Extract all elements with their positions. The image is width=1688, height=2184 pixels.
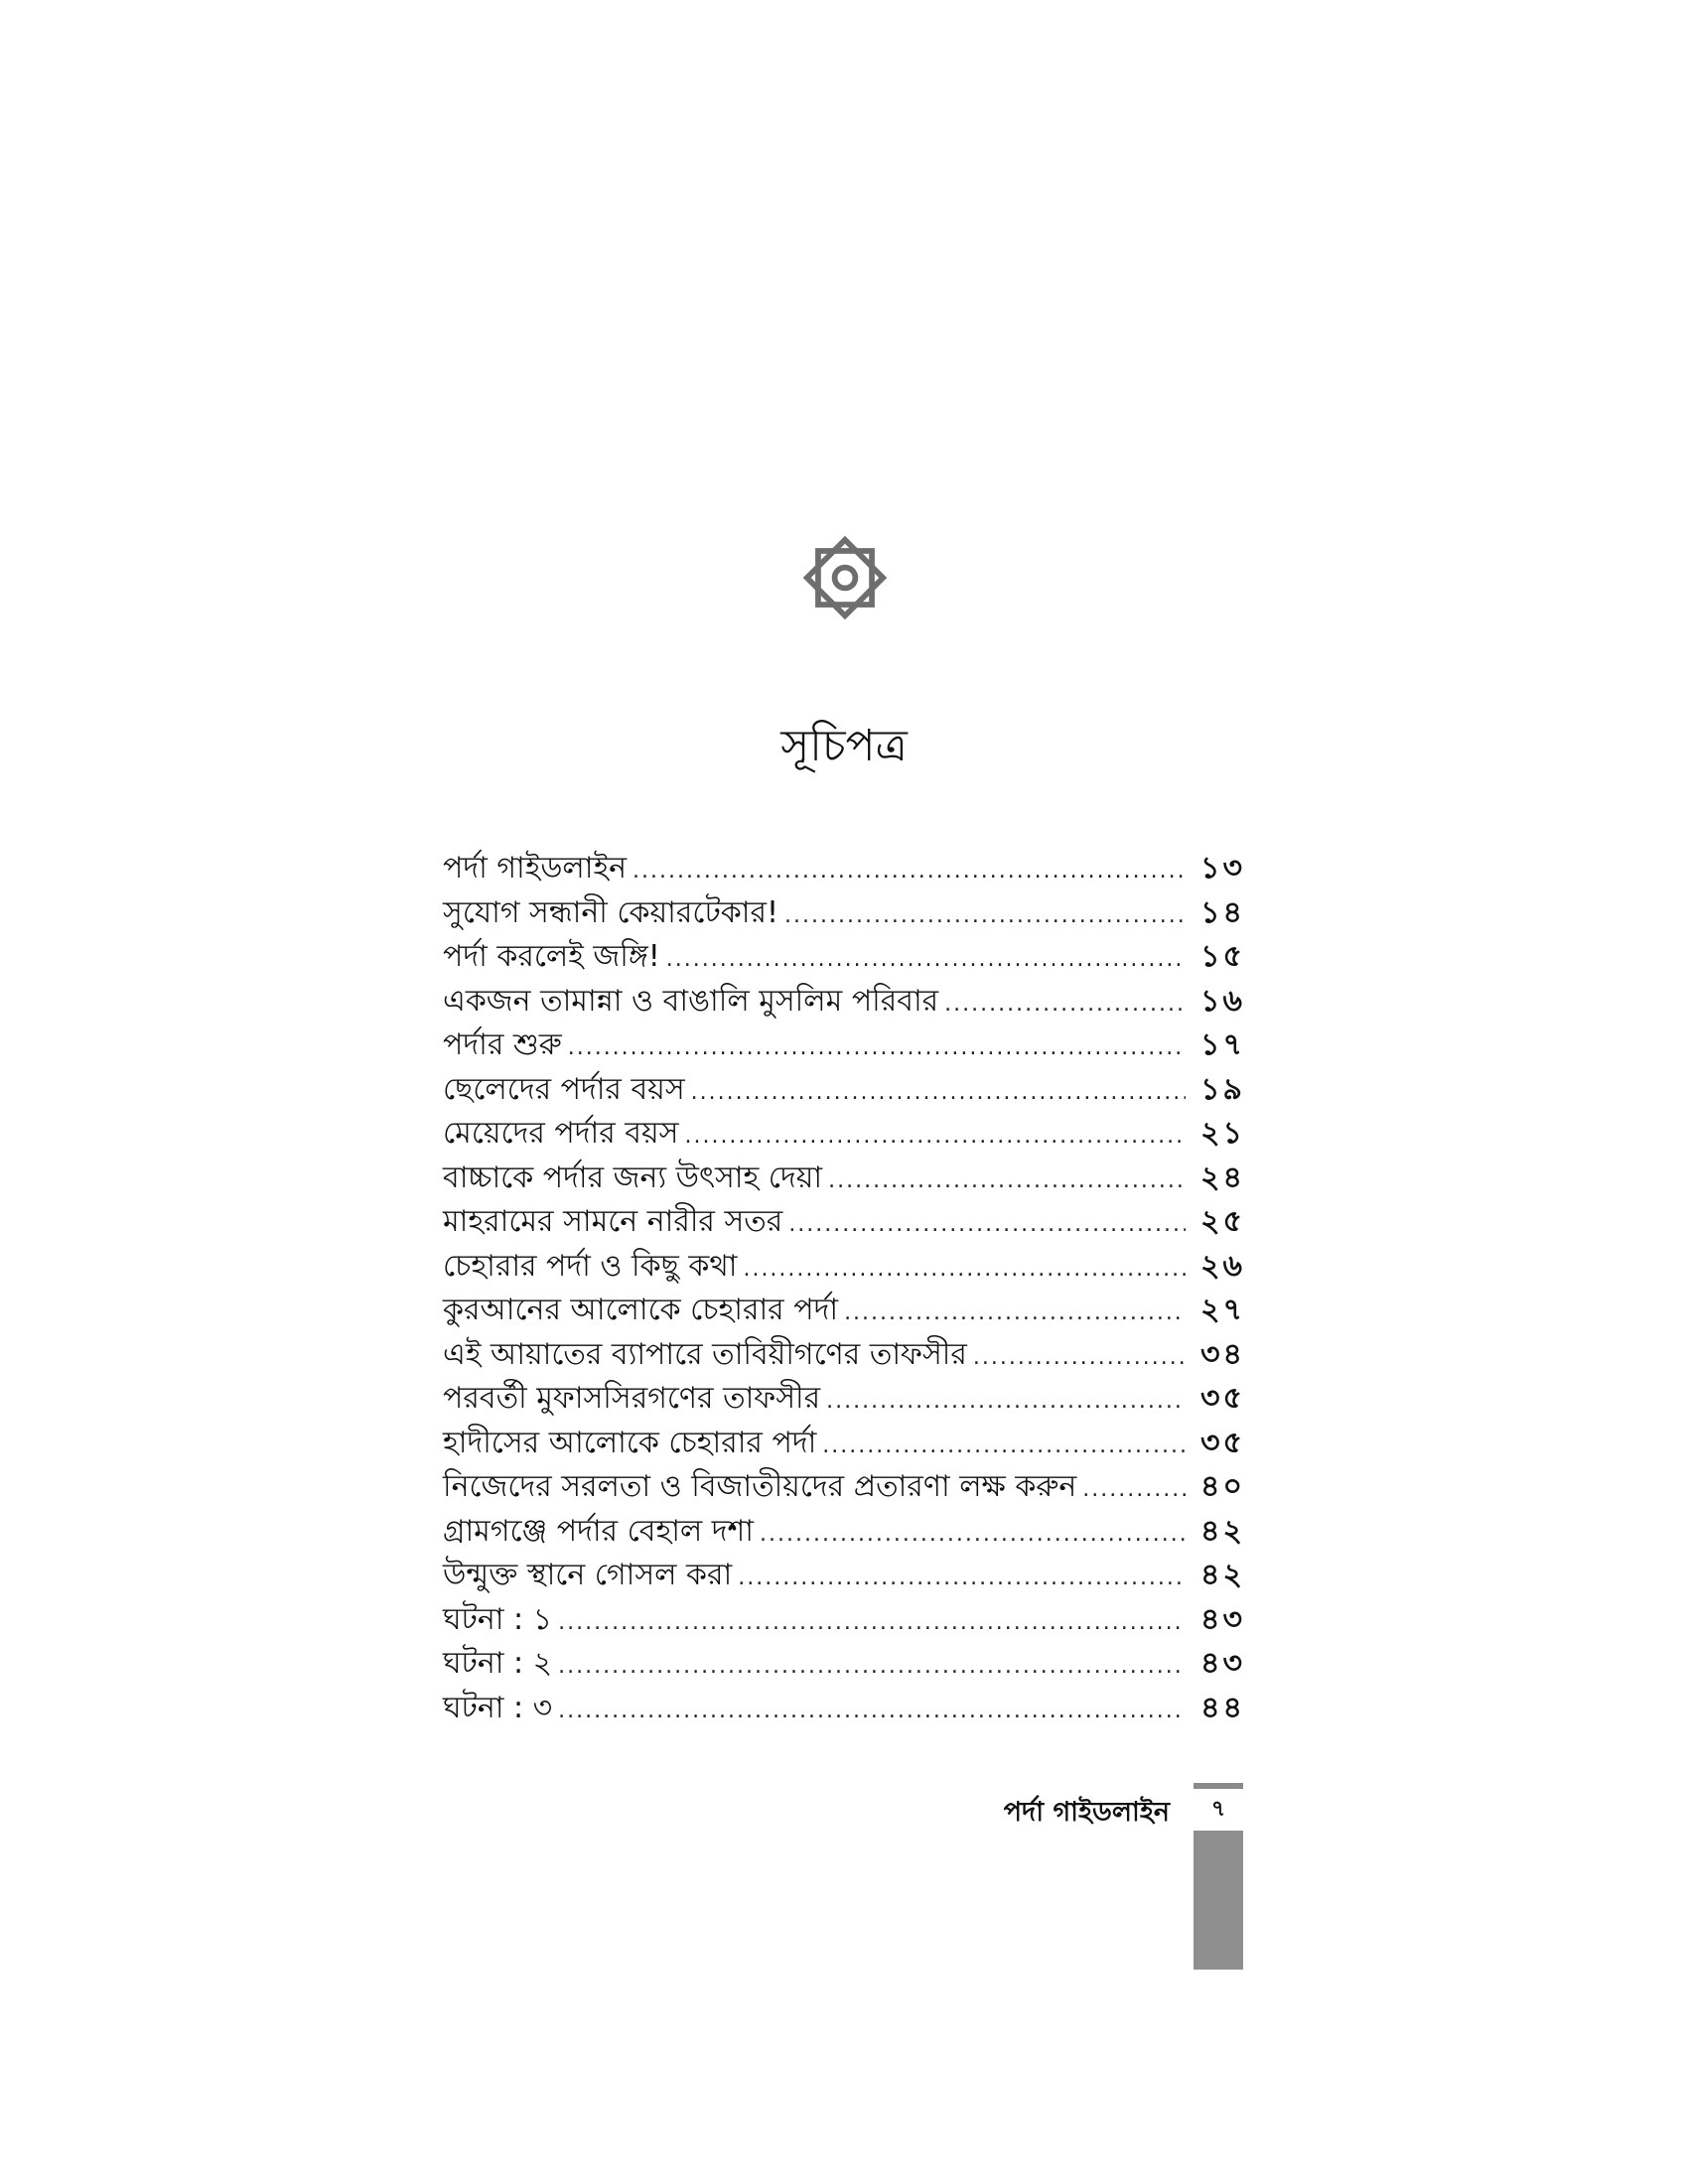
toc-entry-title: এই আয়াতের ব্যাপারে তাবিয়ীগণের তাফসীর bbox=[443, 1336, 967, 1372]
toc-entry-page-number: ২৫ bbox=[1200, 1204, 1245, 1239]
toc-entry-title: কুরআনের আলোকে চেহারার পর্দা bbox=[443, 1293, 839, 1327]
toc-entry bbox=[443, 1422, 1245, 1466]
toc-entry bbox=[443, 980, 1245, 1024]
toc-dot-leader bbox=[822, 1425, 1186, 1468]
toc-entry-page-number: ১৪ bbox=[1200, 894, 1245, 930]
toc-entry bbox=[443, 1465, 1245, 1510]
toc-dot-leader bbox=[788, 1203, 1186, 1247]
toc-entry-page-number: ৪২ bbox=[1200, 1513, 1245, 1549]
toc-dot-leader bbox=[666, 938, 1186, 982]
toc-entry-page-number: ৩৪ bbox=[1200, 1336, 1245, 1372]
toc-entry-page-number: ২১ bbox=[1200, 1116, 1245, 1151]
toc-entry bbox=[443, 1333, 1245, 1378]
toc-entry-title: নিজেদের সরলতা ও বিজাতীয়দের প্রতারণা লক্ষ করুন bbox=[443, 1469, 1077, 1504]
toc-entry bbox=[443, 1642, 1245, 1687]
toc-entry-title: পর্দা করলেই জঙ্গি! bbox=[443, 939, 660, 974]
toc-entry-title: ঘটনা : ১ bbox=[443, 1601, 553, 1637]
running-footer-title: পর্দা গাইডলাইন bbox=[1003, 1797, 1170, 1828]
toc-entry-title: হাদীসের আলোকে চেহারার পর্দা bbox=[443, 1425, 817, 1460]
toc-entry bbox=[443, 1068, 1245, 1113]
toc-entry bbox=[443, 1200, 1245, 1245]
toc-entry-title: চেহারার পর্দা ও কিছু কথা bbox=[443, 1248, 738, 1284]
toc-dot-leader bbox=[558, 1601, 1186, 1645]
toc-entry-title: মেয়েদের পর্দার বয়স bbox=[443, 1116, 679, 1151]
toc-entry-page-number: ৪২ bbox=[1200, 1558, 1245, 1592]
toc-entry-title: ছেলেদের পর্দার বয়স bbox=[443, 1071, 685, 1107]
toc-dot-leader bbox=[973, 1336, 1186, 1380]
toc-entry-title: বাচ্চাকে পর্দার জন্য উৎসাহ দেয়া bbox=[443, 1160, 823, 1195]
toc-entry-page-number: ৪৩ bbox=[1200, 1601, 1245, 1637]
toc-dot-leader bbox=[844, 1292, 1186, 1335]
table-of-contents bbox=[443, 847, 1245, 1730]
toc-entry-title: সুযোগ সন্ধানী কেয়ারটেকার! bbox=[443, 894, 779, 930]
toc-entry-title: পর্দা গাইডলাইন bbox=[443, 851, 627, 886]
toc-entry-title: ঘটনা : ৩ bbox=[443, 1690, 553, 1725]
toc-entry-page-number: ২৪ bbox=[1200, 1160, 1245, 1195]
toc-entry-page-number: ৪০ bbox=[1200, 1469, 1245, 1504]
geometric-star-ornament-icon bbox=[793, 526, 897, 629]
toc-entry-page-number: ৪৩ bbox=[1200, 1646, 1245, 1681]
toc-dot-leader bbox=[691, 1071, 1186, 1115]
toc-entry-title: পর্দার শুরু bbox=[443, 1027, 562, 1062]
toc-entry-title: পরবর্তী মুফাসসিরগণের তাফসীর bbox=[443, 1381, 821, 1416]
toc-entry-page-number: ২৭ bbox=[1199, 1293, 1245, 1327]
page-number: ৭ bbox=[1194, 1789, 1243, 1831]
toc-entry bbox=[443, 1157, 1245, 1201]
toc-entry-title: ঘটনা : ২ bbox=[443, 1646, 553, 1681]
toc-entry bbox=[443, 1687, 1245, 1731]
toc-entry-page-number: ১৩ bbox=[1200, 851, 1245, 886]
toc-entry-page-number: ৪৪ bbox=[1200, 1690, 1245, 1725]
toc-dot-leader bbox=[743, 1248, 1186, 1292]
toc-dot-leader bbox=[1082, 1468, 1186, 1512]
toc-dot-leader bbox=[826, 1380, 1186, 1424]
toc-entry bbox=[443, 847, 1245, 891]
toc-dot-leader bbox=[738, 1557, 1186, 1600]
toc-dot-leader bbox=[944, 983, 1186, 1026]
toc-entry bbox=[443, 1377, 1245, 1422]
toc-dot-leader bbox=[760, 1513, 1186, 1557]
toc-entry bbox=[443, 891, 1245, 936]
toc-entry-page-number: ৩৫ bbox=[1200, 1381, 1245, 1416]
toc-entry-title: মাহরামের সামনে নারীর সতর bbox=[443, 1204, 783, 1239]
tab-grey-block bbox=[1194, 1831, 1243, 1970]
toc-dot-leader bbox=[684, 1115, 1186, 1159]
toc-entry bbox=[443, 1024, 1245, 1068]
toc-dot-leader bbox=[558, 1690, 1186, 1733]
toc-entry bbox=[443, 1554, 1245, 1598]
toc-entry-title: উন্মুক্ত স্থানে গোসল করা bbox=[443, 1558, 733, 1592]
toc-entry-title: গ্রামগঞ্জে পর্দার বেহাল দশা bbox=[443, 1513, 755, 1549]
toc-dot-leader bbox=[558, 1645, 1186, 1689]
toc-entry-page-number: ৩৫ bbox=[1200, 1425, 1245, 1460]
toc-entry bbox=[443, 1289, 1245, 1333]
toc-entry bbox=[443, 1598, 1245, 1643]
toc-entry bbox=[443, 935, 1245, 980]
toc-dot-leader bbox=[568, 1026, 1186, 1070]
toc-entry-page-number: ১৯ bbox=[1200, 1071, 1245, 1107]
page-title: সূচিপত্র bbox=[780, 721, 908, 771]
toc-entry-page-number: ১৬ bbox=[1200, 983, 1245, 1019]
toc-entry bbox=[443, 1245, 1245, 1290]
page-number-tab bbox=[1194, 1783, 1243, 1970]
toc-dot-leader bbox=[784, 894, 1186, 938]
toc-entry-page-number: ১৫ bbox=[1200, 939, 1245, 974]
toc-entry bbox=[443, 1510, 1245, 1555]
toc-dot-leader bbox=[633, 850, 1186, 893]
toc-entry bbox=[443, 1112, 1245, 1157]
toc-entry-title: একজন তামান্না ও বাঙালি মুসলিম পরিবার bbox=[443, 983, 939, 1019]
toc-entry-page-number: ১৭ bbox=[1200, 1027, 1245, 1062]
toc-entry-page-number: ২৬ bbox=[1199, 1248, 1245, 1284]
toc-dot-leader bbox=[828, 1160, 1186, 1203]
